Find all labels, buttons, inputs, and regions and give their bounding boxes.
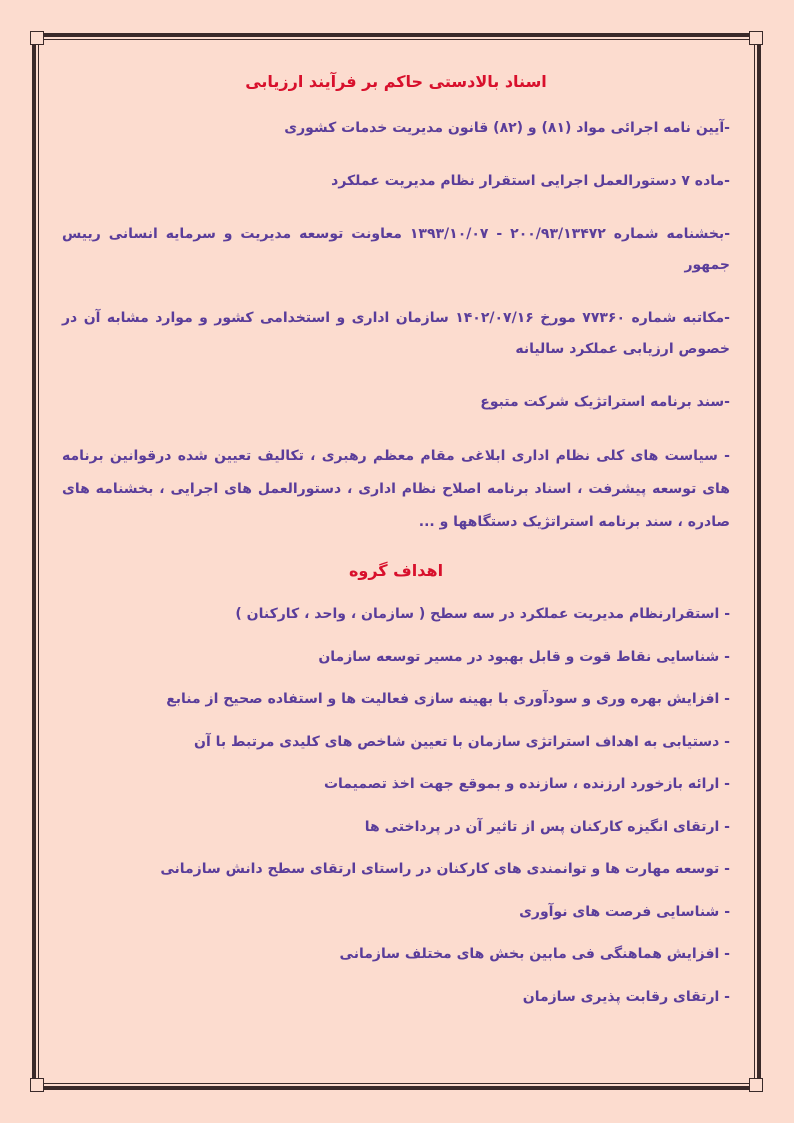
- goal-item: - استقرارنظام مدیریت عملکرد در سه سطح ( سازمان ، واحد ، کارکنان ): [235, 606, 730, 622]
- document-item: - سیاست های کلی نظام اداری ابلاغی مقام معظم رهبری ، تکالیف تعیین شده درقوانین برنامه های توسعه پیشرفت ، اسناد برنامه اصلاح نظام اداری ، دستورالعمل های اجرایی ، بخشنامه های صادره ، سند برنامه استراتژیک دستگاهها و ...: [62, 448, 730, 530]
- border-corner-bottom-right: [749, 1078, 763, 1092]
- goals-title: اهداف گروه: [348, 561, 444, 580]
- goal-item: - توسعه مهارت ها و توانمندی های کارکنان در راستای ارتقای سطح دانش سازمانی: [160, 861, 730, 877]
- goal-item: - دستیابی به اهداف استراتژی سازمان با تعیین شاخص های کلیدی مرتبط با آن: [194, 733, 730, 750]
- document-item: -ماده ۷ دستورالعمل اجرایی استقرار نظام مدیریت عملکرد: [331, 173, 730, 189]
- border-corner-bottom-left: [30, 1078, 44, 1092]
- border-corner-top-left: [30, 31, 44, 45]
- document-item: -سند برنامه استراتژیک شرکت متبوع: [480, 394, 730, 410]
- document-item: -بخشنامه شماره ۲۰۰/۹۳/۱۳۴۷۲ - ۱۳۹۳/۱۰/۰۷ معاونت توسعه مدیریت و سرمایه انسانی رییس جمهور: [62, 226, 730, 273]
- document-body: [62, 62, 730, 1029]
- document-item: -مکاتبه شماره ۷۷۳۶۰ مورخ ۱۴۰۲/۰۷/۱۶ سازمان اداری و استخدامی کشور و موارد مشابه آن در خصوص ارزیابی عملکرد سالیانه: [62, 310, 730, 357]
- page-title: اسناد بالادستی حاکم بر فرآیند ارزیابی: [245, 72, 547, 91]
- border-corner-top-right: [749, 31, 763, 45]
- goal-item: - ارائه بازخورد ارزنده ، سازنده و بموقع جهت اخذ تصمیمات: [323, 776, 730, 792]
- document-item: -آیین نامه اجرائی مواد (۸۱) و (۸۲) قانون مدیریت خدمات کشوری: [284, 120, 730, 136]
- goal-item: - شناسایی فرصت های نوآوری: [519, 903, 730, 920]
- goal-item: - افزایش هماهنگی فی مابین بخش های مختلف سازمانی: [339, 946, 730, 962]
- goal-item: - ارتقای رقابت پذیری سازمان: [522, 988, 730, 1005]
- goal-item: - افزایش بهره وری و سودآوری با بهینه سازی فعالیت ها و استفاده صحیح از منابع: [166, 691, 730, 707]
- governing-documents-list: [62, 113, 730, 539]
- goal-item: - ارتقای انگیزه کارکنان پس از تاثیر آن در پرداختی ها: [364, 818, 730, 835]
- goal-item: - شناسایی نقاط قوت و قابل بهبود در مسیر توسعه سازمان: [318, 648, 730, 665]
- goals-list: [62, 604, 730, 1029]
